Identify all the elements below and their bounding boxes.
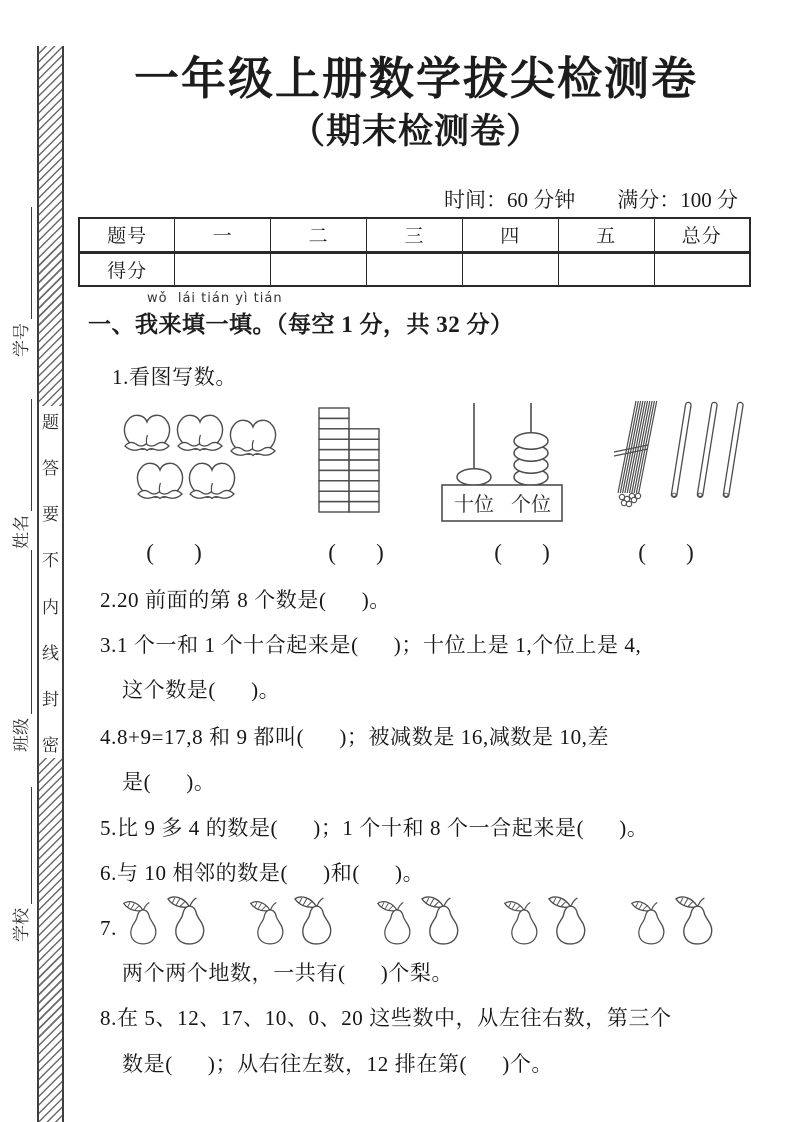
q1-answer-blank: ( ): [638, 540, 694, 565]
seal-line-char: 要: [42, 505, 59, 525]
abacus-ones-label: 个位: [511, 494, 551, 516]
question-8-line1: 8.在 5、12、17、10、0、20 这些数中，从左往右数，第三个: [100, 1006, 672, 1030]
abacus-tens-label: 十位: [454, 494, 494, 516]
peach-icon: [189, 463, 234, 498]
question-3-line2: 这个数是( )。: [122, 678, 281, 702]
student-field-label: 姓名: [12, 515, 31, 549]
score-cell: [175, 252, 271, 286]
seal-line-text: [39, 406, 62, 758]
section-pinyin: wǒ lái tián yì tián: [147, 291, 283, 306]
section-heading: 一、我来填一填。（每空 1 分，共 32 分）: [88, 312, 514, 337]
question-5-text: 5.比 9 多 4 的数是( )；1 个十和 8 个一合起来是( )。: [100, 816, 649, 840]
student-field-label: 学号: [12, 323, 31, 357]
abacus-illustration: [437, 399, 567, 525]
question-4-line2: 是( )。: [122, 770, 216, 794]
score-table-header-cell: 一: [175, 218, 271, 252]
stick-icon: [723, 402, 743, 498]
student-field-学校: [8, 787, 32, 942]
seal-hatch-top: [39, 46, 62, 406]
question-7-number: 7.: [100, 916, 117, 940]
student-field-rule: [31, 399, 32, 511]
pear-icon: [124, 902, 156, 944]
stick-icon: [697, 402, 717, 498]
seal-hatch-bottom: [39, 758, 62, 1122]
seal-line-char: 答: [42, 459, 59, 479]
pear-icon: [378, 902, 410, 944]
score-table-header-cell: 三: [367, 218, 463, 252]
peach-icon: [230, 420, 275, 455]
student-field-rule: [31, 550, 32, 714]
pear-icon: [549, 897, 585, 944]
q1-answer-blank: ( ): [494, 540, 550, 565]
pear-icon: [632, 902, 664, 944]
score-cell: [462, 252, 558, 286]
pears-illustration: [122, 889, 750, 953]
seal-line-char: 密: [42, 735, 59, 755]
page-subtitle: （期末检测卷）: [289, 112, 542, 151]
seal-line-char: 题: [42, 413, 59, 432]
question-6-text: 6.与 10 相邻的数是( )和( )。: [100, 861, 425, 885]
seal-line-char: 内: [42, 597, 59, 617]
pear-icon: [251, 902, 283, 944]
student-field-学号: [8, 207, 32, 357]
peach-icon: [124, 415, 169, 450]
pear-icon: [676, 897, 712, 944]
seal-line-strip: [37, 46, 64, 1122]
peach-icon: [137, 463, 182, 498]
page-title: 一年级上册数学拔尖检测卷: [133, 54, 698, 104]
score-table-score-row: [79, 252, 750, 286]
question-2-text: 2.20 前面的第 8 个数是( )。: [100, 588, 391, 612]
exam-info-line: 时间：60 分钟 满分：100 分: [444, 188, 738, 212]
question-1-text: 1.看图写数。: [112, 365, 237, 389]
score-cell: [654, 252, 750, 286]
blocks-illustration: [318, 407, 382, 519]
score-table: [78, 217, 751, 287]
score-cell: [271, 252, 367, 286]
sticks-illustration: [598, 396, 752, 536]
pear-icon: [505, 902, 537, 944]
pear-icon: [168, 897, 204, 944]
question-3-line1: 3.1 个一和 1 个十合起来是( )；十位上是 1,个位上是 4,: [100, 633, 642, 657]
question-4-line1: 4.8+9=17,8 和 9 都叫( )；被减数是 16,减数是 10,差: [100, 725, 610, 749]
score-table-header-cell: 总分: [654, 218, 750, 252]
score-cell: [367, 252, 463, 286]
student-field-班级: [8, 550, 32, 752]
peach-icon: [177, 415, 222, 450]
stick-icon: [671, 402, 691, 498]
student-field-姓名: [8, 399, 32, 549]
seal-line-char: 不: [42, 551, 59, 571]
score-table-header-cell: 五: [558, 218, 654, 252]
student-field-rule: [31, 787, 32, 904]
student-field-label: 班级: [12, 718, 31, 752]
pear-icon: [295, 897, 331, 944]
question-8-line2: 数是( )；从右往左数，12 排在第( )个。: [122, 1052, 554, 1076]
score-table-header-cell: 二: [271, 218, 367, 252]
score-table-header-row: [79, 218, 750, 252]
seal-line-char: 封: [42, 689, 59, 709]
q1-answer-blank: ( ): [328, 540, 384, 565]
peaches-illustration: [115, 410, 290, 512]
student-field-label: 学校: [12, 908, 31, 942]
student-field-rule: [31, 207, 32, 319]
score-row-label: 得分: [79, 252, 175, 286]
seal-line-char: 线: [42, 643, 59, 663]
score-table-header-cell: 题号: [79, 218, 175, 252]
pear-icon: [422, 897, 458, 944]
score-cell: [558, 252, 654, 286]
q1-answer-blank: ( ): [146, 540, 202, 565]
score-table-header-cell: 四: [462, 218, 558, 252]
question-7-text: 两个两个地数，一共有( )个梨。: [122, 961, 454, 985]
